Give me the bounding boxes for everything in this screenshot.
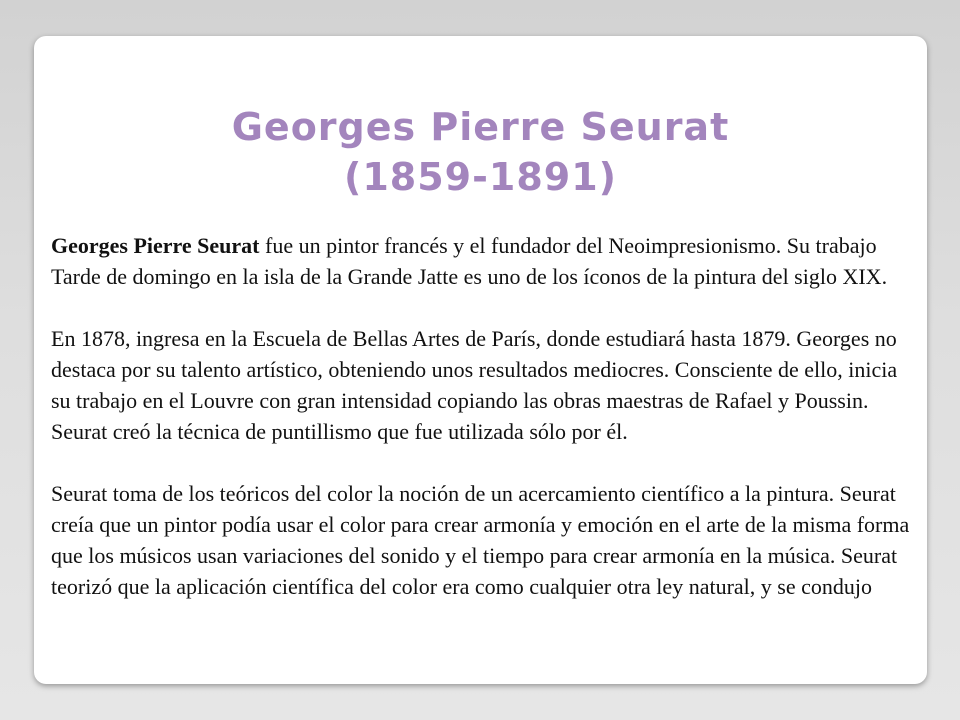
paragraph-intro-bold: Georges Pierre Seurat (51, 233, 260, 258)
title-name: Georges Pierre Seurat (231, 105, 730, 149)
paragraph-education: En 1878, ingresa en la Escuela de Bellas Artes de París, donde estudiará hasta 1879. Georges no destaca por su talento artístico, obteniendo unos resultados mediocres. Consciente de ello, inicia su trabajo en el Louvre con gran intensidad copiando las obras maestras de Rafael y Poussin. Seurat creó la técnica de puntillismo que fue utilizada sólo por él. (51, 326, 898, 444)
slide-title (34, 102, 927, 202)
paragraph-color-theory: Seurat toma de los teóricos del color la noción de un acercamiento científico a la pintura. Seurat creía que un pintor podía usar el color para crear armonía y emoción en el arte de la misma forma que los músicos usan variaciones del sonido y el tiempo para crear armonía en la música. Seurat teorizó que la aplicación científica del color era como cualquier otra ley natural, y se condujo (51, 481, 910, 599)
title-dates: (1859-1891) (343, 155, 618, 199)
slide-body (51, 230, 913, 633)
paragraph-intro-text: fue un pintor francés y el fundador del Neoimpresionismo. Su trabajo Tarde de domingo en la isla de la Grande Jatte es uno de los íconos de la pintura del siglo XIX. (51, 233, 888, 289)
paragraph-intro (51, 230, 913, 292)
